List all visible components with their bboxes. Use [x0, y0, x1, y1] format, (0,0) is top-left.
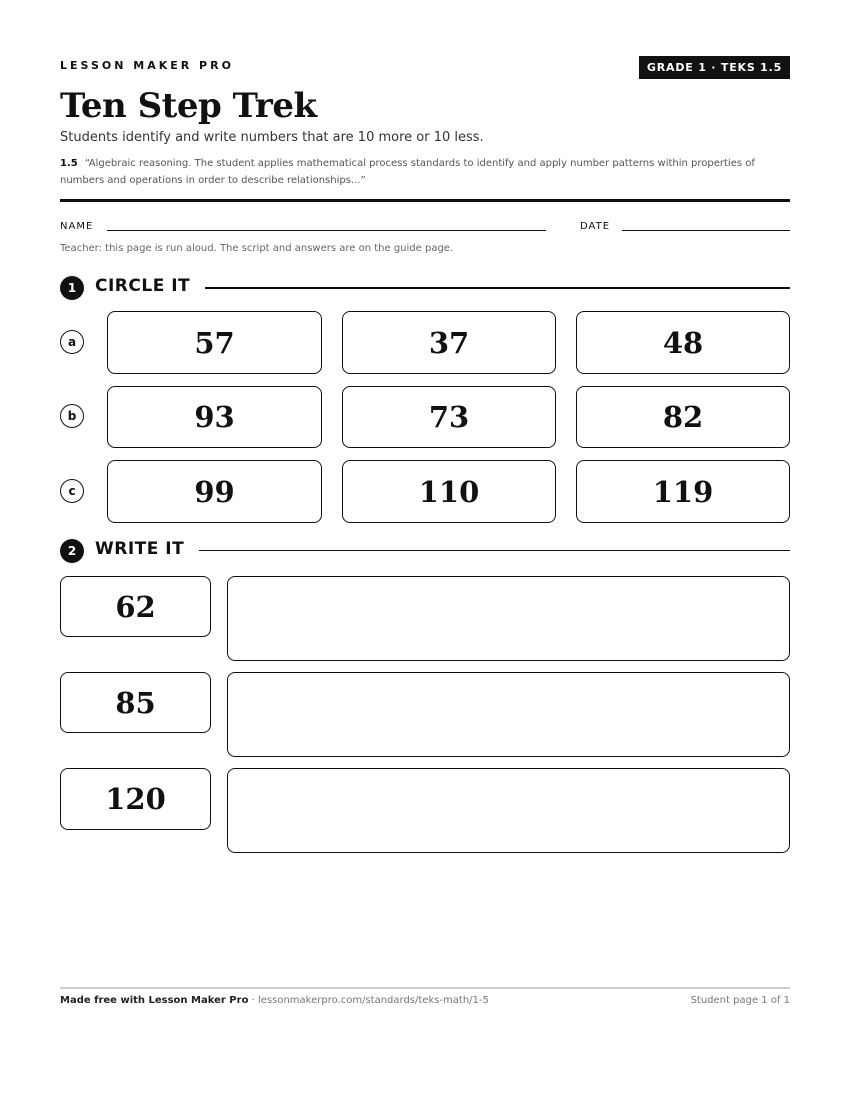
circle-option[interactable]: 110 — [342, 460, 556, 523]
row-a-letter: a — [60, 330, 84, 354]
circle-option[interactable]: 82 — [576, 386, 790, 448]
name-label: NAME — [60, 221, 94, 232]
circle-option[interactable]: 37 — [342, 311, 556, 374]
footer-divider — [60, 987, 790, 989]
write-prompt: 120 — [60, 768, 211, 830]
circle-option[interactable]: 57 — [107, 311, 322, 374]
write-answer-box[interactable] — [227, 768, 790, 853]
circle-option[interactable]: 119 — [576, 460, 790, 523]
standard-text: “Algebraic reasoning. The student applies mathematical process standards to identify and apply number patterns within properties of numbers and operations in order to describe relationships...” — [60, 158, 755, 186]
write-prompt: 85 — [60, 672, 211, 733]
row-b-letter: b — [60, 404, 84, 428]
grade-badge: GRADE 1 · TEKS 1.5 — [639, 56, 790, 79]
section-1-title: CIRCLE IT — [95, 276, 191, 296]
date-label: DATE — [580, 221, 611, 232]
date-field[interactable] — [622, 230, 790, 231]
section-2-rule — [199, 550, 790, 551]
footer-made-with: Made free with Lesson Maker Pro — [60, 995, 249, 1006]
footer-url[interactable]: · lessonmakerpro.com/standards/teks-math/1-5 — [248, 995, 489, 1006]
page-subtitle: Students identify and write numbers that are 10 more or 10 less. — [60, 130, 484, 145]
standard-description — [60, 155, 780, 189]
row-c-letter: c — [60, 479, 84, 503]
circle-option[interactable]: 93 — [107, 386, 322, 448]
teacher-note: Teacher: this page is run aloud. The script and answers are on the guide page. — [60, 243, 454, 254]
name-field[interactable] — [107, 230, 546, 231]
section-1-number: 1 — [60, 276, 84, 300]
footer-credit — [60, 995, 489, 1006]
circle-option[interactable]: 73 — [342, 386, 556, 448]
standard-code: 1.5 — [60, 158, 78, 169]
brand-name: LESSON MAKER PRO — [60, 59, 234, 72]
write-prompt: 62 — [60, 576, 211, 637]
section-2-title: WRITE IT — [95, 539, 185, 559]
circle-option[interactable]: 99 — [107, 460, 322, 523]
section-1-rule — [205, 287, 790, 289]
header-divider — [60, 199, 790, 202]
page-title: Ten Step Trek — [60, 86, 317, 126]
circle-option[interactable]: 48 — [576, 311, 790, 374]
write-answer-box[interactable] — [227, 576, 790, 661]
footer-page-number: Student page 1 of 1 — [690, 995, 790, 1006]
section-2-number: 2 — [60, 539, 84, 563]
write-answer-box[interactable] — [227, 672, 790, 757]
